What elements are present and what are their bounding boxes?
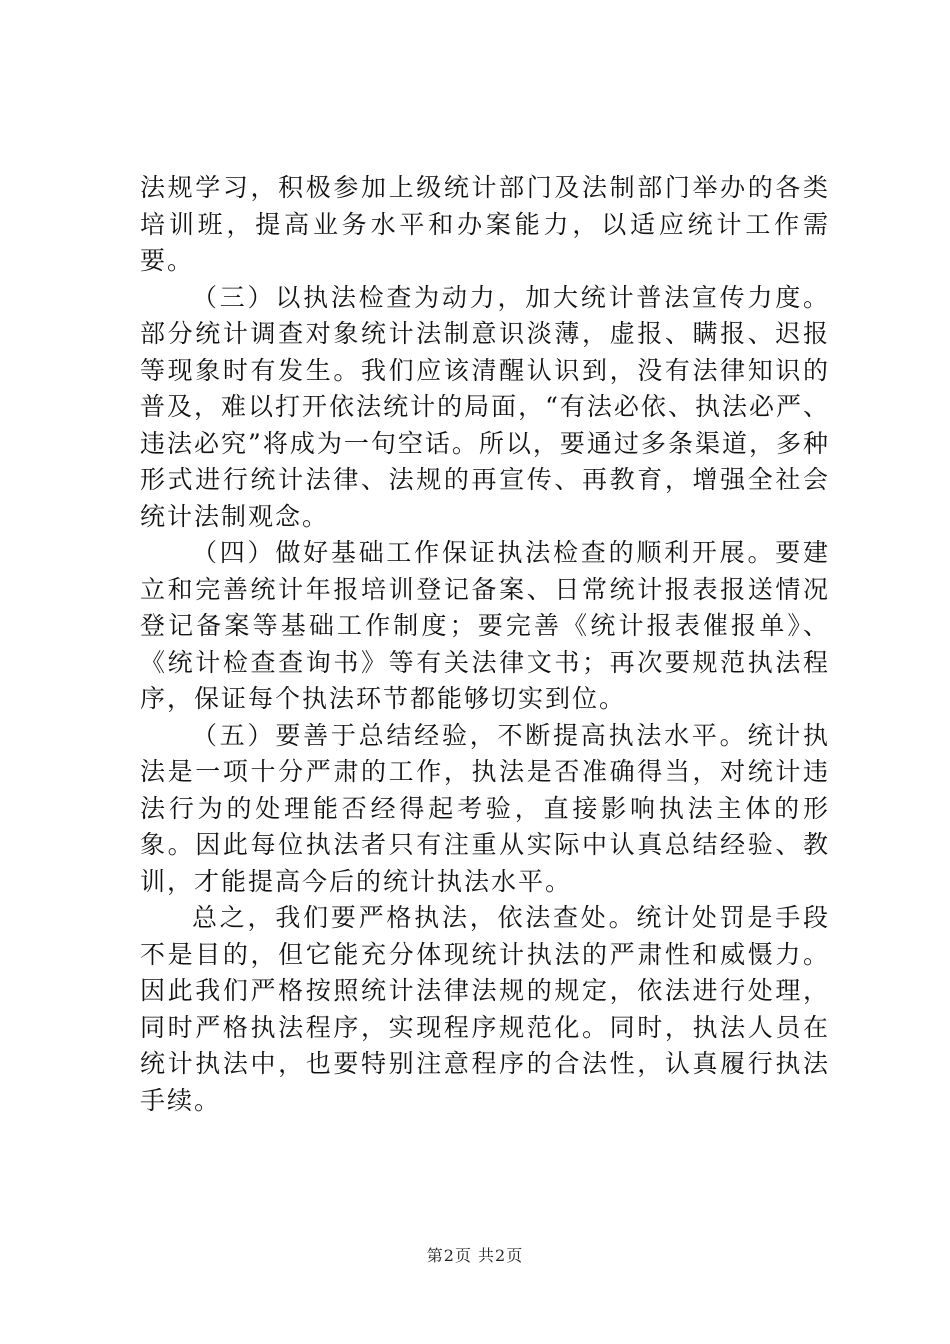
paragraph-section-4: （四）做好基础工作保证执法检查的顺利开展。要建立和完善统计年报培训登记备案、日常统计报表报送情况登记备案等基础工作制度；要完善《统计报表催报单》、《统计检查查询书》等有关法律文书；再次要规范执法程序，保证每个执法环节都能够切实到位。 <box>140 538 830 713</box>
paragraph-continuation: 法规学习，积极参加上级统计部门及法制部门举办的各类培训班，提高业务水平和办案能力，以适应统计工作需要。 <box>140 173 830 275</box>
paragraph-section-5: （五）要善于总结经验，不断提高执法水平。统计执法是一项十分严肃的工作，执法是否准确得当，对统计违法行为的处理能否经得起考验，直接影响执法主体的形象。因此每位执法者只有注重从实际中认真总结经验、教训，才能提高今后的统计执法水平。 <box>140 720 830 896</box>
document-body <box>140 170 830 1119</box>
paragraph-section-3: （三）以执法检查为动力，加大统计普法宣传力度。部分统计调查对象统计法制意识淡薄，虚报、瞒报、迟报等现象时有发生。我们应该清醒认识到，没有法律知识的普及，难以打开依法统计的局面，“有法必依、执法必严、违法必究”将成为一句空话。所以，要通过多条渠道，多种形式进行统计法律、法规的再宣传、再教育，增强全社会统计法制观念。 <box>140 282 830 531</box>
paragraph-conclusion: 总之，我们要严格执法，依法查处。统计处罚是手段不是目的，但它能充分体现统计执法的严肃性和威慑力。因此我们严格按照统计法律法规的规定，依法进行处理，同时严格执法程序，实现程序规范化。同时，执法人员在统计执法中，也要特别注意程序的合法性，认真履行执法手续。 <box>140 903 830 1115</box>
page-number-footer: 第2页 共2页 <box>426 1246 524 1265</box>
